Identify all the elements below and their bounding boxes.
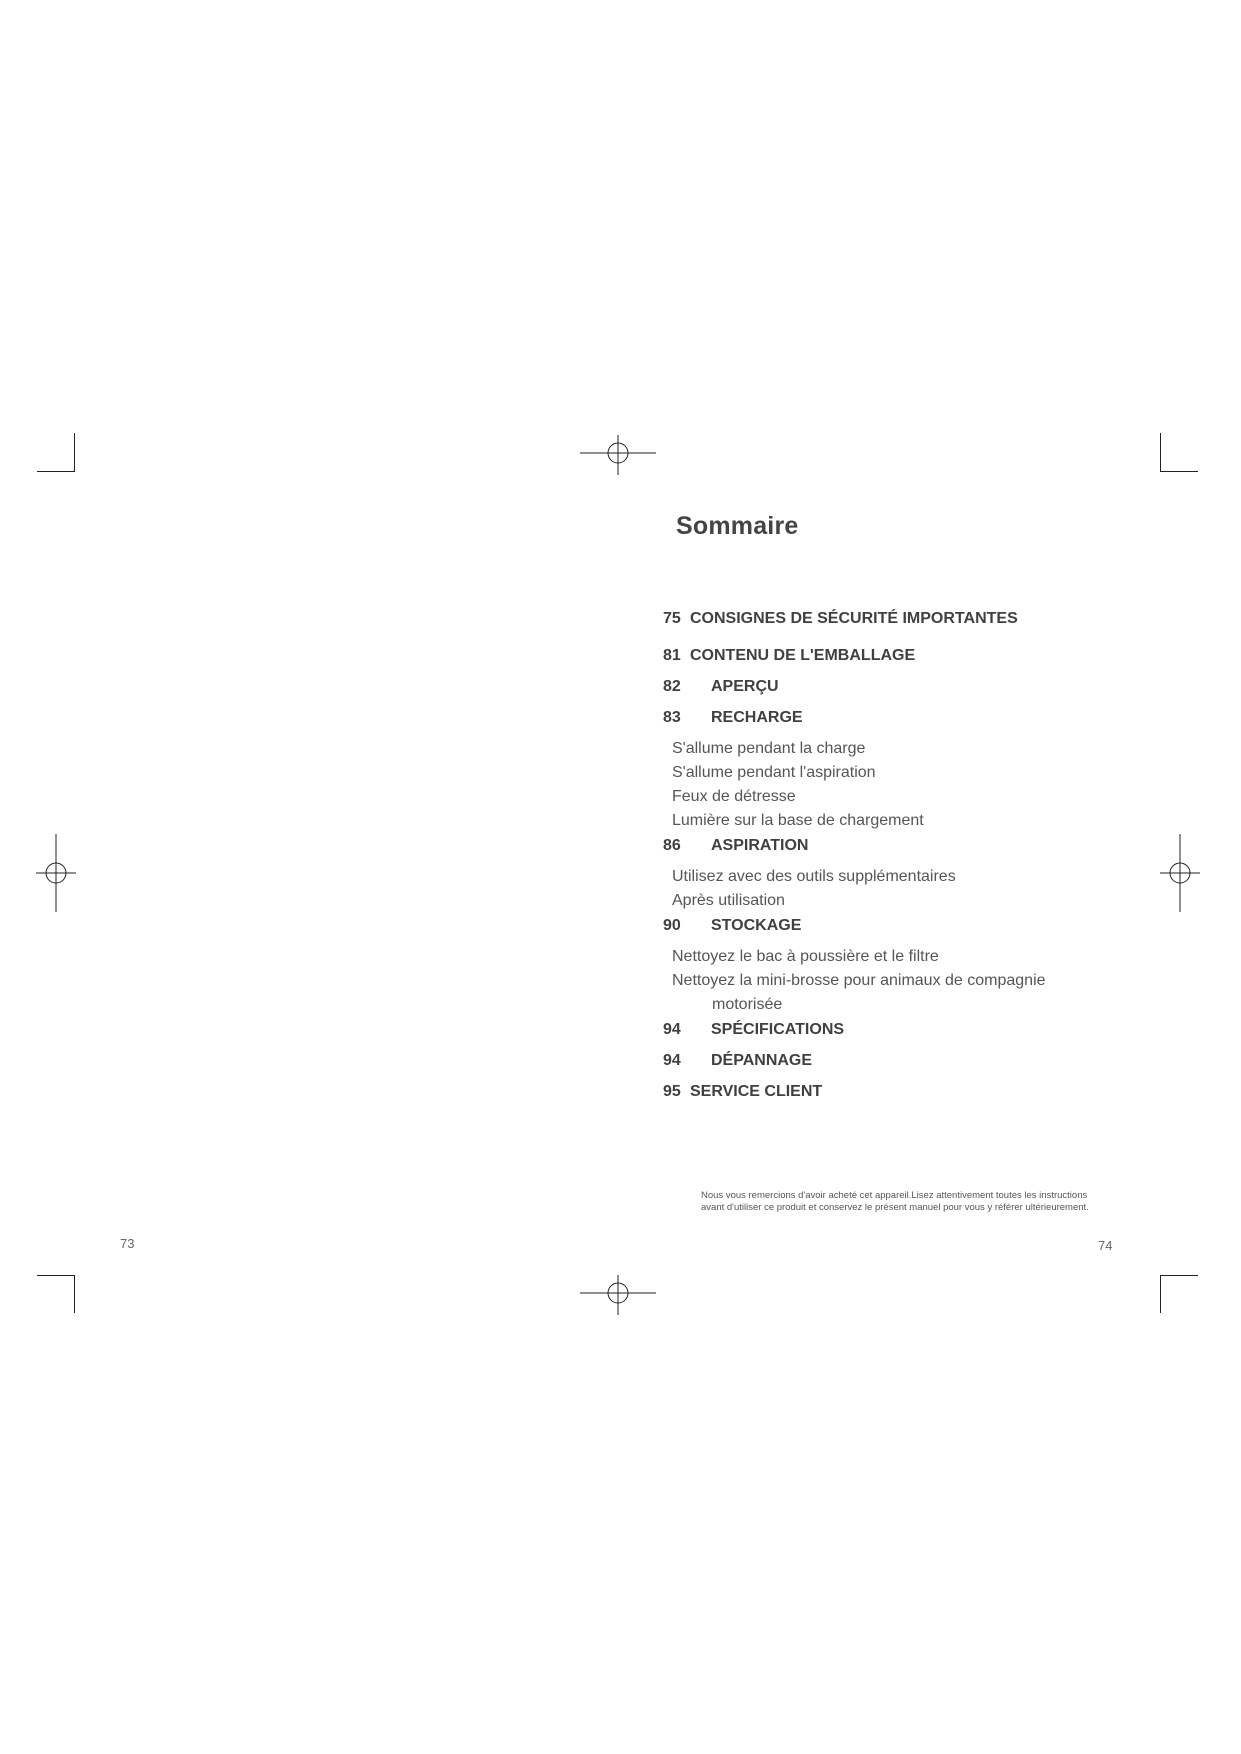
toc-page-number: 83 (663, 709, 681, 726)
toc-entry (663, 678, 779, 696)
toc-page-number: 90 (663, 917, 681, 934)
registration-mark-top-icon (580, 435, 656, 475)
toc-entry-label: SPÉCIFICATIONS (711, 1021, 845, 1038)
page-title: Sommaire (676, 512, 799, 540)
toc-entry (663, 1083, 822, 1101)
toc-entry-label: APERÇU (711, 678, 779, 695)
toc-entry-label: CONSIGNES DE SÉCURITÉ IMPORTANTES (690, 610, 1018, 627)
toc-entry (663, 610, 1018, 628)
toc-subentry: Nettoyez la mini-brosse pour animaux de compagnie (672, 972, 1046, 989)
toc-entry-label: RECHARGE (711, 709, 803, 726)
toc-subentry: Lumière sur la base de chargement (672, 812, 924, 829)
toc-page-number: 82 (663, 678, 681, 695)
toc-page-number: 75 (663, 610, 681, 627)
toc-page-number: 95 (663, 1083, 681, 1100)
page-number-right: 74 (1098, 1238, 1113, 1253)
toc-entry-label: SERVICE CLIENT (690, 1083, 823, 1100)
thank-you-note: Nous vous remercions d'avoir acheté cet appareil.Lisez attentivement toutes les instructions avant d'utiliser ce produit et conservez le présent manuel pour vous y référer ultérieurement. (701, 1190, 1089, 1213)
toc-subentry: S'allume pendant l'aspiration (672, 764, 876, 781)
toc-entry (663, 837, 808, 855)
toc-page-number: 94 (663, 1052, 681, 1069)
toc-subentry: S'allume pendant la charge (672, 740, 866, 757)
registration-mark-right-icon (1160, 834, 1200, 912)
registration-mark-left-icon (36, 834, 76, 912)
toc-entry (663, 1021, 844, 1039)
toc-entry-label: DÉPANNAGE (711, 1052, 813, 1069)
toc-page-number: 94 (663, 1021, 681, 1038)
registration-mark-bottom-icon (580, 1275, 656, 1315)
toc-entry-label: STOCKAGE (711, 917, 802, 934)
toc-entry (663, 647, 915, 665)
toc-entry (663, 1052, 812, 1070)
toc-entry-label: CONTENU DE L'EMBALLAGE (690, 647, 916, 664)
toc-page-number: 86 (663, 837, 681, 854)
toc-page-number: 81 (663, 647, 681, 664)
page-number-left: 73 (120, 1236, 135, 1251)
toc-subentry: Après utilisation (672, 892, 785, 909)
toc-subentry-continuation: motorisée (712, 996, 783, 1013)
toc-subentry: Utilisez avec des outils supplémentaires (672, 868, 956, 885)
toc-subentry: Nettoyez le bac à poussière et le filtre (672, 948, 939, 965)
toc-entry (663, 709, 803, 727)
toc-subentry: Feux de détresse (672, 788, 796, 805)
toc-entry (663, 917, 801, 935)
toc-entry-label: ASPIRATION (711, 837, 809, 854)
